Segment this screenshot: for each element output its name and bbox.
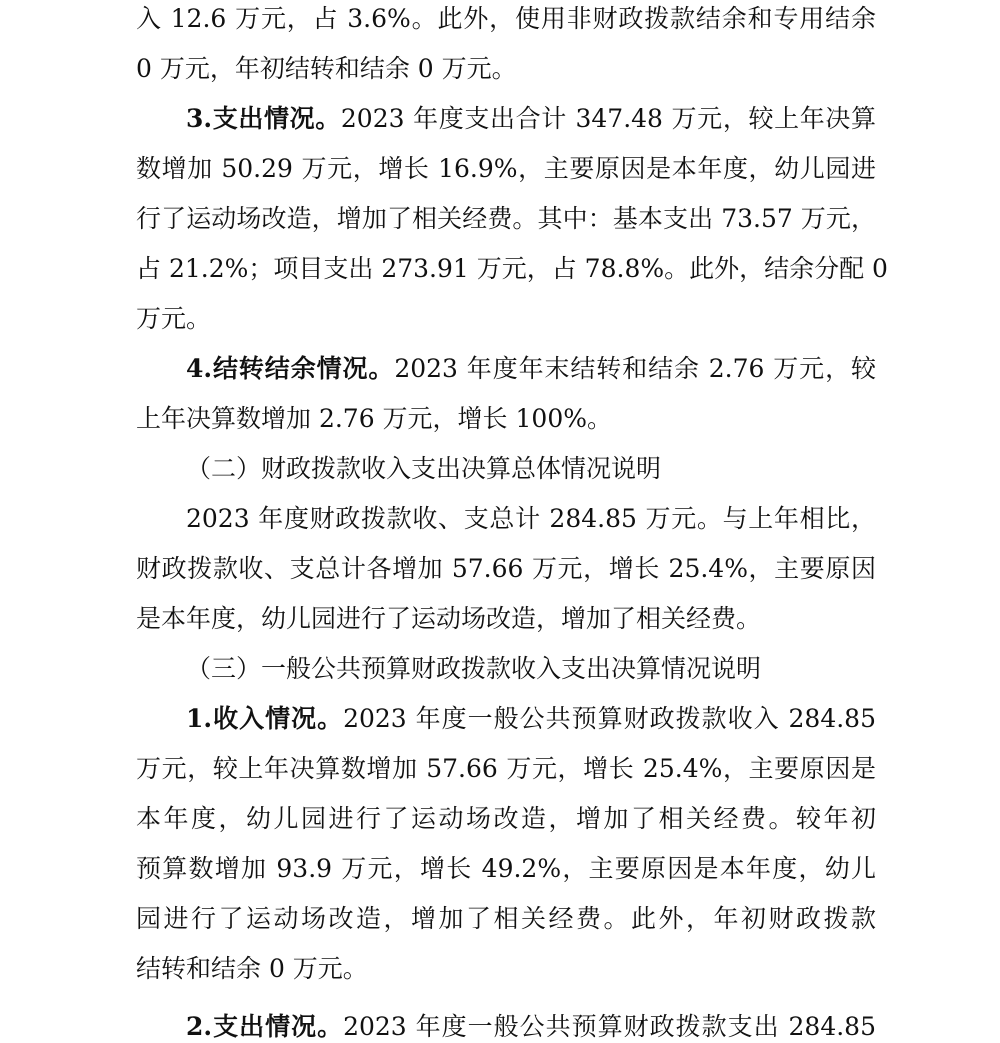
paragraph-line: 2023 年度财政拨款收、支总计 284.85 万元。与上年相比， [186, 504, 876, 533]
paragraph-line: 上年决算数增加 2.76 万元，增长 100%。 [136, 404, 612, 433]
paragraph-line: 0 万元，年初结转和结余 0 万元。 [136, 54, 517, 83]
paragraph-line: 万元，较上年决算数增加 57.66 万元，增长 25.4%，主要原因是 [136, 754, 876, 783]
section-paragraph-expenditure: 3.支出情况。2023 年度支出合计 347.48 万元，较上年决算 [186, 104, 876, 133]
paragraph-line: 占 21.2%；项目支出 273.91 万元，占 78.8%。此外，结余分配 0 [136, 254, 888, 283]
section-paragraph-income: 1.收入情况。2023 年度一般公共预算财政拨款收入 284.85 [186, 704, 876, 733]
paragraph-line: 财政拨款收、支总计各增加 57.66 万元，增长 25.4%，主要原因 [136, 554, 876, 583]
paragraph-line: 入 12.6 万元，占 3.6%。此外，使用非财政拨款结余和专用结余 [136, 4, 876, 33]
subsection-heading-2: （二）财政拨款收入支出决算总体情况说明 [186, 454, 662, 483]
section-heading-general-expenditure: 2.支出情况。 [186, 1012, 344, 1041]
paragraph-line: 结转和结余 0 万元。 [136, 954, 368, 983]
subsection-heading-3: （三）一般公共预算财政拨款收入支出决算情况说明 [186, 654, 762, 683]
paragraph-line: 本年度，幼儿园进行了运动场改造，增加了相关经费。较年初 [136, 804, 876, 833]
section-paragraph-carryover: 4.结转结余情况。2023 年度年末结转和结余 2.76 万元，较 [186, 354, 876, 383]
paragraph-line: 预算数增加 93.9 万元，增长 49.2%，主要原因是本年度，幼儿 [136, 854, 876, 883]
paragraph-line: 是本年度，幼儿园进行了运动场改造，增加了相关经费。 [136, 604, 762, 633]
section-paragraph-general-expenditure: 2.支出情况。2023 年度一般公共预算财政拨款支出 284.85 [186, 1012, 876, 1041]
section-heading-carryover: 4.结转结余情况。 [186, 354, 395, 383]
paragraph-line: 数增加 50.29 万元，增长 16.9%，主要原因是本年度，幼儿园进 [136, 154, 876, 183]
paragraph-line: 行了运动场改造，增加了相关经费。其中：基本支出 73.57 万元， [136, 204, 876, 233]
section-heading-expenditure: 3.支出情况。 [186, 104, 341, 133]
paragraph-line: 园进行了运动场改造，增加了相关经费。此外，年初财政拨款 [136, 904, 876, 933]
section-heading-income: 1.收入情况。 [186, 704, 344, 733]
paragraph-line: 万元。 [136, 304, 212, 333]
